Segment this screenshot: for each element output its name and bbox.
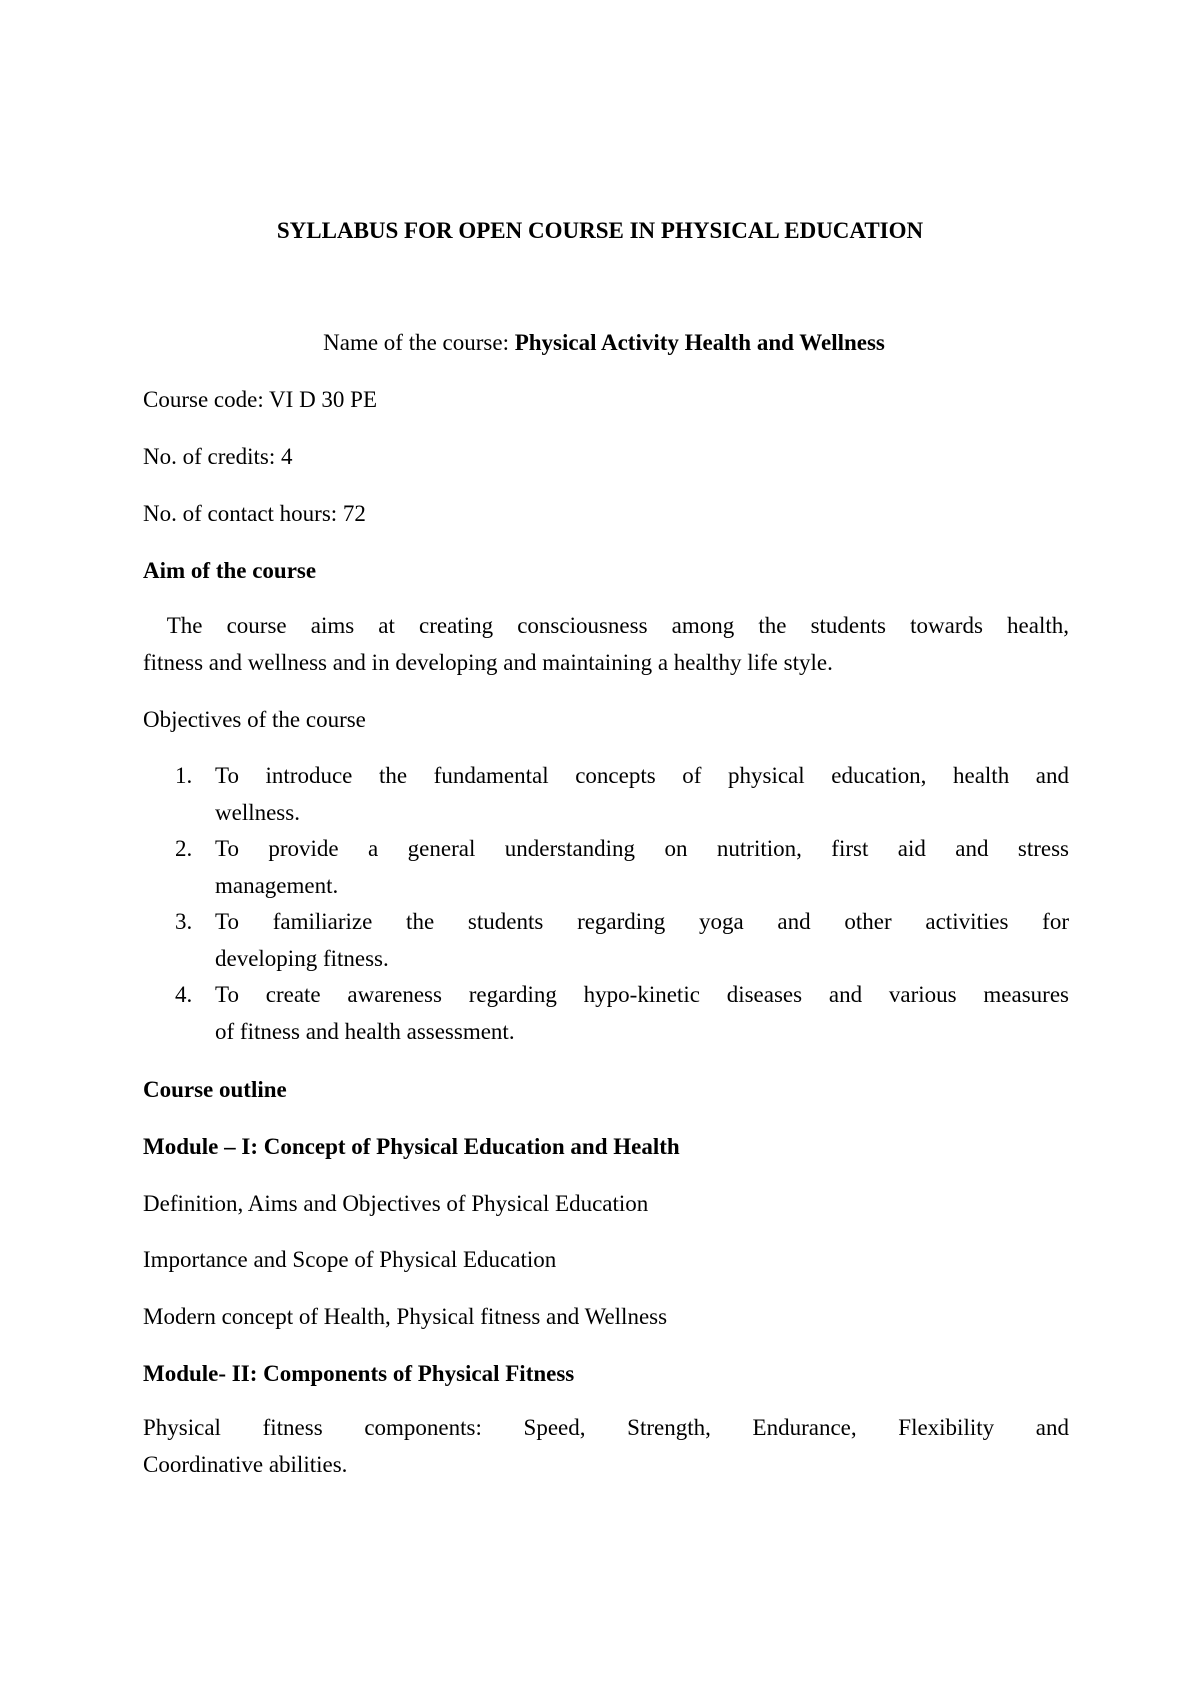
objective-line-2: management. xyxy=(215,873,339,898)
objective-line-1: To introduce the fundamental concepts of physical education, health and xyxy=(215,763,1069,788)
module1-item: Definition, Aims and Objectives of Physical Education xyxy=(143,1191,649,1216)
document-title: SYLLABUS FOR OPEN COURSE IN PHYSICAL EDUCATION xyxy=(276,218,924,243)
course-credits: No. of credits: 4 xyxy=(143,444,293,469)
objective-number: 3. xyxy=(175,909,193,934)
course-code: Course code: VI D 30 PE xyxy=(143,387,378,412)
module2-paragraph xyxy=(143,1409,1069,1483)
aim-paragraph xyxy=(143,607,1069,681)
objective-number: 1. xyxy=(175,763,193,788)
aim-line-2: fitness and wellness and in developing and maintaining a healthy life style. xyxy=(143,650,833,675)
module1-heading: Module – I: Concept of Physical Education and Health xyxy=(143,1134,680,1159)
aim-line-1: The course aims at creating consciousness among the students towards health, xyxy=(143,613,1069,638)
course-name-value: Physical Activity Health and Wellness xyxy=(514,330,885,355)
objective-number: 2. xyxy=(175,836,193,861)
objective-line-2: developing fitness. xyxy=(215,946,389,971)
objective-line-1: To create awareness regarding hypo-kinetic diseases and various measures xyxy=(215,982,1069,1007)
module2-line-1: Physical fitness components: Speed, Strength, Endurance, Flexibility and xyxy=(143,1415,1069,1440)
objective-line-2: of fitness and health assessment. xyxy=(215,1019,515,1044)
objectives-heading: Objectives of the course xyxy=(143,707,366,732)
module1-item: Importance and Scope of Physical Education xyxy=(143,1247,557,1272)
aim-heading: Aim of the course xyxy=(143,558,317,583)
objective-line-1: To familiarize the students regarding yoga and other activities for xyxy=(215,909,1069,934)
objective-item xyxy=(143,976,1069,1050)
objective-number: 4. xyxy=(175,982,193,1007)
course-name-line xyxy=(0,328,1200,358)
course-name-label: Name of the course: xyxy=(323,330,515,355)
module1-item: Modern concept of Health, Physical fitness and Wellness xyxy=(143,1304,668,1329)
module2-heading: Module- II: Components of Physical Fitness xyxy=(143,1361,575,1386)
objective-item xyxy=(143,903,1069,977)
objective-item xyxy=(143,757,1069,831)
objective-line-2: wellness. xyxy=(215,800,300,825)
outline-heading: Course outline xyxy=(143,1077,287,1102)
module2-line-2: Coordinative abilities. xyxy=(143,1452,348,1477)
objective-item xyxy=(143,830,1069,904)
objective-line-1: To provide a general understanding on nutrition, first aid and stress xyxy=(215,836,1069,861)
contact-hours: No. of contact hours: 72 xyxy=(143,501,366,526)
